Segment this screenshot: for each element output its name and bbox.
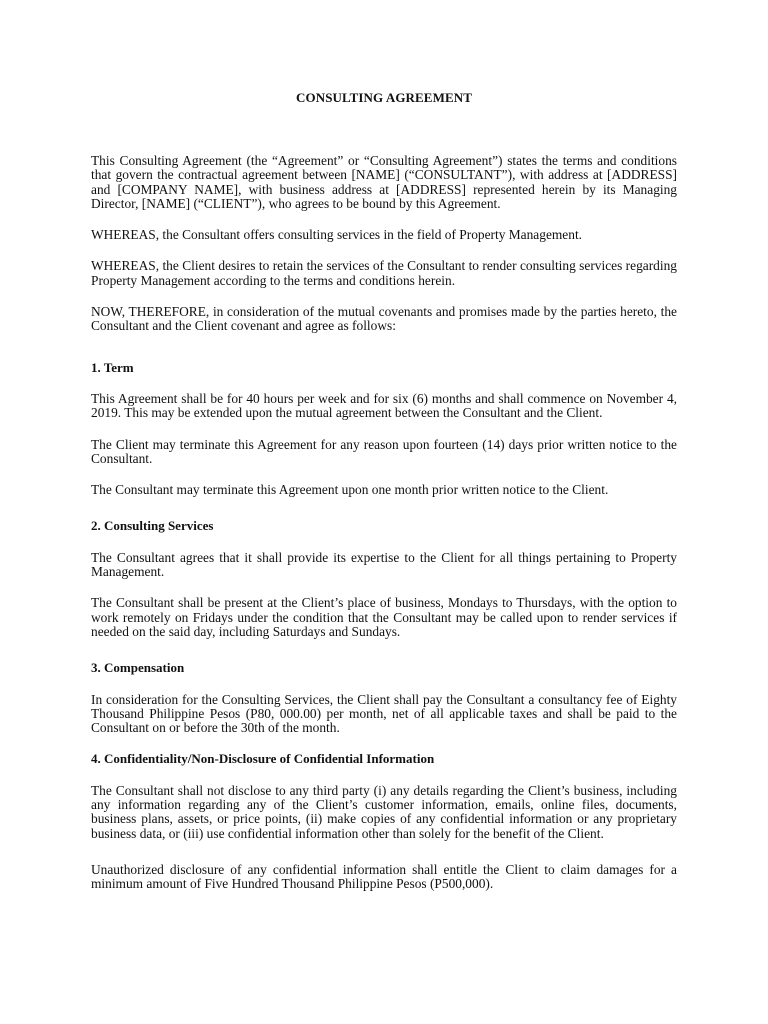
compensation-paragraph-1: In consideration for the Consulting Services, the Client shall pay the Consultant a consultancy fee of Eighty Thousand Philippine Pesos (P80, 000.00) per month, net of all applicable taxes and shall be paid to the Consultant on or before the 30th of the month. [91, 691, 677, 736]
document-title: CONSULTING AGREEMENT [296, 90, 472, 105]
term-paragraph-3: The Consultant may terminate this Agreement upon one month prior written notice to the Client. [91, 482, 609, 498]
section-heading-term: 1. Term [91, 359, 134, 375]
section-heading-consulting-services: 2. Consulting Services [91, 518, 214, 534]
section-heading-confidentiality: 4. Confidentiality/Non-Disclosure of Confidential Information [91, 751, 435, 767]
whereas-paragraph-1: WHEREAS, the Consultant offers consulting services in the field of Property Management. [91, 227, 583, 243]
consulting-services-paragraph-2: The Consultant shall be present at the Client’s place of business, Mondays to Thursdays, with the option to work remotely on Fridays under the condition that the Consultant may be called upon to render services if needed on the said day, including Saturdays and Sundays. [91, 595, 677, 639]
section-heading-compensation: 3. Compensation [91, 660, 185, 676]
term-paragraph-1: This Agreement shall be for 40 hours per week and for six (6) months and shall commence on November 4, 2019. This may be extended upon the mutual agreement between the Consultant and the Client. [91, 390, 677, 421]
confidentiality-paragraph-2: Unauthorized disclosure of any confidential information shall entitle the Client to claim damages for a minimum amount of Five Hundred Thousand Philippine Pesos (P500,000). [91, 861, 677, 892]
intro-paragraph: This Consulting Agreement (the “Agreement” or “Consulting Agreement”) states the terms and conditions that govern the contractual agreement between [NAME] (“CONSULTANT”), with address at [ADDRESS] and [COMPANY NAME], with business address at [ADDRESS] represented herein by its Managing Director, [NAME] (“CLIENT”), who agrees to be bound by this Agreement. [91, 153, 677, 211]
term-paragraph-2: The Client may terminate this Agreement for any reason upon fourteen (14) days prior written notice to the Consultant. [91, 436, 677, 466]
now-therefore-paragraph: NOW, THEREFORE, in consideration of the mutual covenants and promises made by the parties hereto, the Consultant and the Client covenant and agree as follows: [91, 304, 677, 334]
document-body [91, 154, 677, 909]
consulting-services-paragraph-1: The Consultant agrees that it shall provide its expertise to the Client for all things pertaining to Property Management. [91, 549, 677, 580]
confidentiality-paragraph-1: The Consultant shall not disclose to any third party (i) any details regarding the Client’s business, including any information regarding any of the Client’s customer information, emails, online files, documents, business plans, assets, or price points, (ii) make copies of any confidential information or any proprietary business data, or (iii) use confidential information other than solely for the benefit of the Client. [91, 782, 677, 841]
whereas-paragraph-2: WHEREAS, the Client desires to retain the services of the Consultant to render consulting services regarding Property Management according to the terms and conditions herein. [91, 258, 677, 288]
